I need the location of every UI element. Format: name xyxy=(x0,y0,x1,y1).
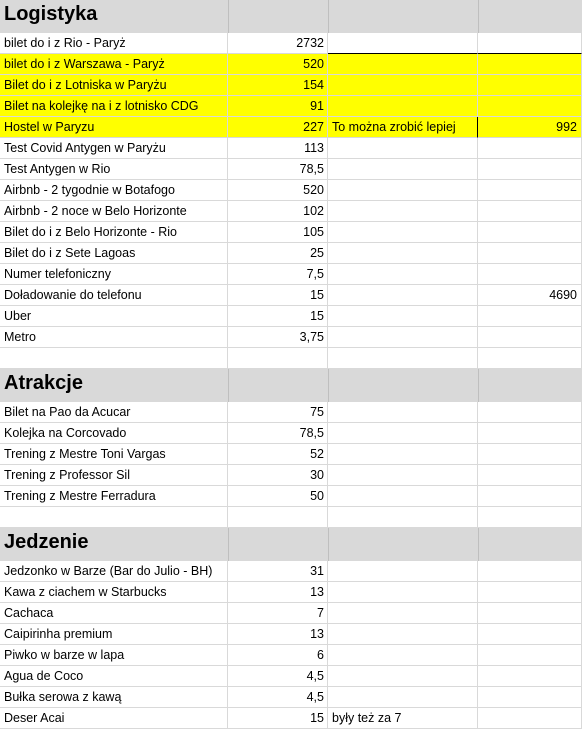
cell-amount[interactable]: 520 xyxy=(228,180,328,201)
cell-extra[interactable]: 992 xyxy=(478,117,582,138)
cell-extra[interactable] xyxy=(478,180,582,201)
cell-amount[interactable]: 113 xyxy=(228,138,328,159)
cell-note[interactable] xyxy=(328,624,478,645)
cell-note[interactable] xyxy=(328,96,478,117)
cell-item-name[interactable]: Agua de Coco xyxy=(0,666,228,687)
cell-amount[interactable]: 102 xyxy=(228,201,328,222)
table-row[interactable] xyxy=(0,75,582,96)
cell-item-name[interactable]: Test Antygen w Rio xyxy=(0,159,228,180)
cell-note[interactable]: To można zrobić lepiej xyxy=(328,117,478,138)
table-row[interactable] xyxy=(0,624,582,645)
cell-note[interactable] xyxy=(328,327,478,348)
cell-amount[interactable] xyxy=(228,507,328,528)
table-row[interactable] xyxy=(0,465,582,486)
table-row[interactable] xyxy=(0,603,582,624)
cell-note[interactable] xyxy=(328,561,478,582)
table-row[interactable] xyxy=(0,666,582,687)
table-row[interactable] xyxy=(0,285,582,306)
table-row[interactable] xyxy=(0,708,582,729)
cell-extra[interactable] xyxy=(478,603,582,624)
cell-amount[interactable]: 15 xyxy=(228,285,328,306)
cell-item-name[interactable]: Airbnb - 2 tygodnie w Botafogo xyxy=(0,180,228,201)
cell-item-name[interactable]: Piwko w barze w lapa xyxy=(0,645,228,666)
cell-amount[interactable]: 50 xyxy=(228,486,328,507)
cell-amount[interactable]: 13 xyxy=(228,582,328,603)
cell-note[interactable]: były też za 7 xyxy=(328,708,478,729)
cell-item-name[interactable]: bilet do i z Warszawa - Paryż xyxy=(0,54,228,75)
cell-amount[interactable]: 15 xyxy=(228,708,328,729)
cell-extra[interactable] xyxy=(478,306,582,327)
cell-item-name[interactable]: Numer telefoniczny xyxy=(0,264,228,285)
section-title: Atrakcje xyxy=(4,372,83,394)
cell-extra[interactable] xyxy=(478,486,582,507)
grid-line xyxy=(328,369,329,402)
table-row[interactable] xyxy=(0,54,582,75)
cell-extra[interactable] xyxy=(478,222,582,243)
cell-extra[interactable] xyxy=(478,201,582,222)
table-row[interactable] xyxy=(0,402,582,423)
table-row[interactable] xyxy=(0,687,582,708)
cell-extra[interactable] xyxy=(478,561,582,582)
cell-amount[interactable]: 154 xyxy=(228,75,328,96)
cell-amount[interactable]: 4,5 xyxy=(228,687,328,708)
cell-item-name[interactable]: Bilet do i z Lotniska w Paryżu xyxy=(0,75,228,96)
cell-extra[interactable] xyxy=(478,402,582,423)
cell-note[interactable] xyxy=(328,666,478,687)
cell-amount[interactable]: 3,75 xyxy=(228,327,328,348)
cell-item-name[interactable]: Caipirinha premium xyxy=(0,624,228,645)
table-row[interactable] xyxy=(0,444,582,465)
cell-extra[interactable] xyxy=(478,75,582,96)
section-header-jedzenie[interactable] xyxy=(0,528,582,561)
cell-item-name[interactable]: Bilet do i z Sete Lagoas xyxy=(0,243,228,264)
cell-note[interactable] xyxy=(328,687,478,708)
cell-item-name[interactable]: Uber xyxy=(0,306,228,327)
section-header-logistyka[interactable] xyxy=(0,0,582,33)
cell-amount[interactable]: 75 xyxy=(228,402,328,423)
table-row[interactable] xyxy=(0,327,582,348)
cell-note[interactable] xyxy=(328,348,478,369)
cell-item-name[interactable]: Bilet na kolejkę na i z lotnisko CDG xyxy=(0,96,228,117)
section-header-band xyxy=(0,369,582,402)
cell-extra[interactable] xyxy=(478,708,582,729)
cell-item-name[interactable] xyxy=(0,348,228,369)
cell-note[interactable] xyxy=(328,306,478,327)
cell-note[interactable] xyxy=(328,54,478,75)
cell-item-name[interactable]: Hostel w Paryzu xyxy=(0,117,228,138)
grid-line xyxy=(328,528,329,561)
cell-item-name[interactable]: Trening z Mestre Toni Vargas xyxy=(0,444,228,465)
cell-note[interactable] xyxy=(328,33,478,54)
cell-item-name[interactable]: Test Covid Antygen w Paryżu xyxy=(0,138,228,159)
cell-item-name[interactable]: Bilet do i z Belo Horizonte - Rio xyxy=(0,222,228,243)
grid-line xyxy=(478,0,479,33)
cell-extra[interactable] xyxy=(478,624,582,645)
cell-note[interactable] xyxy=(328,222,478,243)
table-row[interactable] xyxy=(0,33,582,54)
cell-amount[interactable]: 2732 xyxy=(228,33,328,54)
cell-extra[interactable] xyxy=(478,159,582,180)
cell-extra[interactable] xyxy=(478,96,582,117)
cell-item-name[interactable]: Airbnb - 2 noce w Belo Horizonte xyxy=(0,201,228,222)
cell-note[interactable] xyxy=(328,582,478,603)
cell-amount[interactable] xyxy=(228,348,328,369)
cell-amount[interactable]: 30 xyxy=(228,465,328,486)
cell-extra[interactable] xyxy=(478,465,582,486)
table-row[interactable] xyxy=(0,96,582,117)
cell-extra[interactable] xyxy=(478,645,582,666)
cell-amount[interactable]: 78,5 xyxy=(228,159,328,180)
cell-item-name[interactable]: Kawa z ciachem w Starbucks xyxy=(0,582,228,603)
cell-note[interactable] xyxy=(328,507,478,528)
cell-note[interactable] xyxy=(328,423,478,444)
cell-extra[interactable] xyxy=(478,348,582,369)
cell-amount[interactable]: 227 xyxy=(228,117,328,138)
cell-amount[interactable]: 4,5 xyxy=(228,666,328,687)
cell-extra[interactable] xyxy=(478,582,582,603)
cell-item-name[interactable]: Bilet na Pao da Acucar xyxy=(0,402,228,423)
cell-extra[interactable] xyxy=(478,687,582,708)
cell-extra[interactable] xyxy=(478,33,582,54)
cell-extra[interactable] xyxy=(478,423,582,444)
cell-item-name[interactable]: Kolejka na Corcovado xyxy=(0,423,228,444)
table-row[interactable] xyxy=(0,645,582,666)
grid-line xyxy=(228,369,229,402)
cell-item-name[interactable]: Trening z Mestre Ferradura xyxy=(0,486,228,507)
cell-item-name[interactable]: Cachaca xyxy=(0,603,228,624)
table-row[interactable] xyxy=(0,348,582,369)
table-row[interactable] xyxy=(0,486,582,507)
cell-note[interactable] xyxy=(328,159,478,180)
grid-line xyxy=(328,0,329,33)
grid-line xyxy=(228,0,229,33)
table-row[interactable] xyxy=(0,180,582,201)
cell-note[interactable] xyxy=(328,264,478,285)
cell-amount[interactable]: 520 xyxy=(228,54,328,75)
cell-extra[interactable] xyxy=(478,444,582,465)
cell-note[interactable] xyxy=(328,444,478,465)
cell-note[interactable] xyxy=(328,201,478,222)
cell-item-name[interactable]: Deser Acai xyxy=(0,708,228,729)
cell-extra[interactable] xyxy=(478,243,582,264)
table-row[interactable] xyxy=(0,306,582,327)
cell-item-name[interactable]: Bułka serowa z kawą xyxy=(0,687,228,708)
section-header-atrakcje[interactable] xyxy=(0,369,582,402)
cell-item-name[interactable]: Jedzonko w Barze (Bar do Julio - BH) xyxy=(0,561,228,582)
cell-item-name[interactable]: bilet do i z Rio - Paryż xyxy=(0,33,228,54)
cell-note[interactable] xyxy=(328,465,478,486)
section-title: Logistyka xyxy=(4,3,98,25)
table-row[interactable] xyxy=(0,423,582,444)
cell-amount[interactable]: 52 xyxy=(228,444,328,465)
table-row[interactable] xyxy=(0,201,582,222)
cell-extra[interactable] xyxy=(478,264,582,285)
grid-line xyxy=(478,528,479,561)
cell-note[interactable] xyxy=(328,603,478,624)
table-row[interactable] xyxy=(0,582,582,603)
cell-note[interactable] xyxy=(328,138,478,159)
cell-note[interactable] xyxy=(328,180,478,201)
table-row[interactable] xyxy=(0,507,582,528)
cell-amount[interactable]: 78,5 xyxy=(228,423,328,444)
cell-amount[interactable]: 105 xyxy=(228,222,328,243)
cell-item-name[interactable]: Metro xyxy=(0,327,228,348)
cell-amount[interactable]: 31 xyxy=(228,561,328,582)
cell-extra[interactable] xyxy=(478,327,582,348)
cell-note[interactable] xyxy=(328,402,478,423)
cell-item-name[interactable] xyxy=(0,507,228,528)
table-row[interactable] xyxy=(0,117,582,138)
cell-item-name[interactable]: Doładowanie do telefonu xyxy=(0,285,228,306)
grid-line xyxy=(228,528,229,561)
grid-line xyxy=(478,369,479,402)
cell-amount[interactable]: 7,5 xyxy=(228,264,328,285)
table-row[interactable] xyxy=(0,138,582,159)
table-row[interactable] xyxy=(0,561,582,582)
cell-amount[interactable]: 91 xyxy=(228,96,328,117)
cell-note[interactable] xyxy=(328,486,478,507)
table-row[interactable] xyxy=(0,264,582,285)
cell-item-name[interactable]: Trening z Professor Sil xyxy=(0,465,228,486)
cell-extra[interactable] xyxy=(478,507,582,528)
cell-note[interactable] xyxy=(328,75,478,96)
table-row[interactable] xyxy=(0,222,582,243)
cell-note[interactable] xyxy=(328,285,478,306)
table-row[interactable] xyxy=(0,159,582,180)
cell-amount[interactable]: 7 xyxy=(228,603,328,624)
cell-note[interactable] xyxy=(328,645,478,666)
cell-amount[interactable]: 25 xyxy=(228,243,328,264)
section-title: Jedzenie xyxy=(4,531,89,553)
cell-extra[interactable] xyxy=(478,54,582,75)
cell-extra[interactable]: 4690 xyxy=(478,285,582,306)
cell-note[interactable] xyxy=(328,243,478,264)
cell-extra[interactable] xyxy=(478,666,582,687)
cell-extra[interactable] xyxy=(478,138,582,159)
cell-amount[interactable]: 6 xyxy=(228,645,328,666)
table-row[interactable] xyxy=(0,243,582,264)
cell-amount[interactable]: 13 xyxy=(228,624,328,645)
cell-amount[interactable]: 15 xyxy=(228,306,328,327)
